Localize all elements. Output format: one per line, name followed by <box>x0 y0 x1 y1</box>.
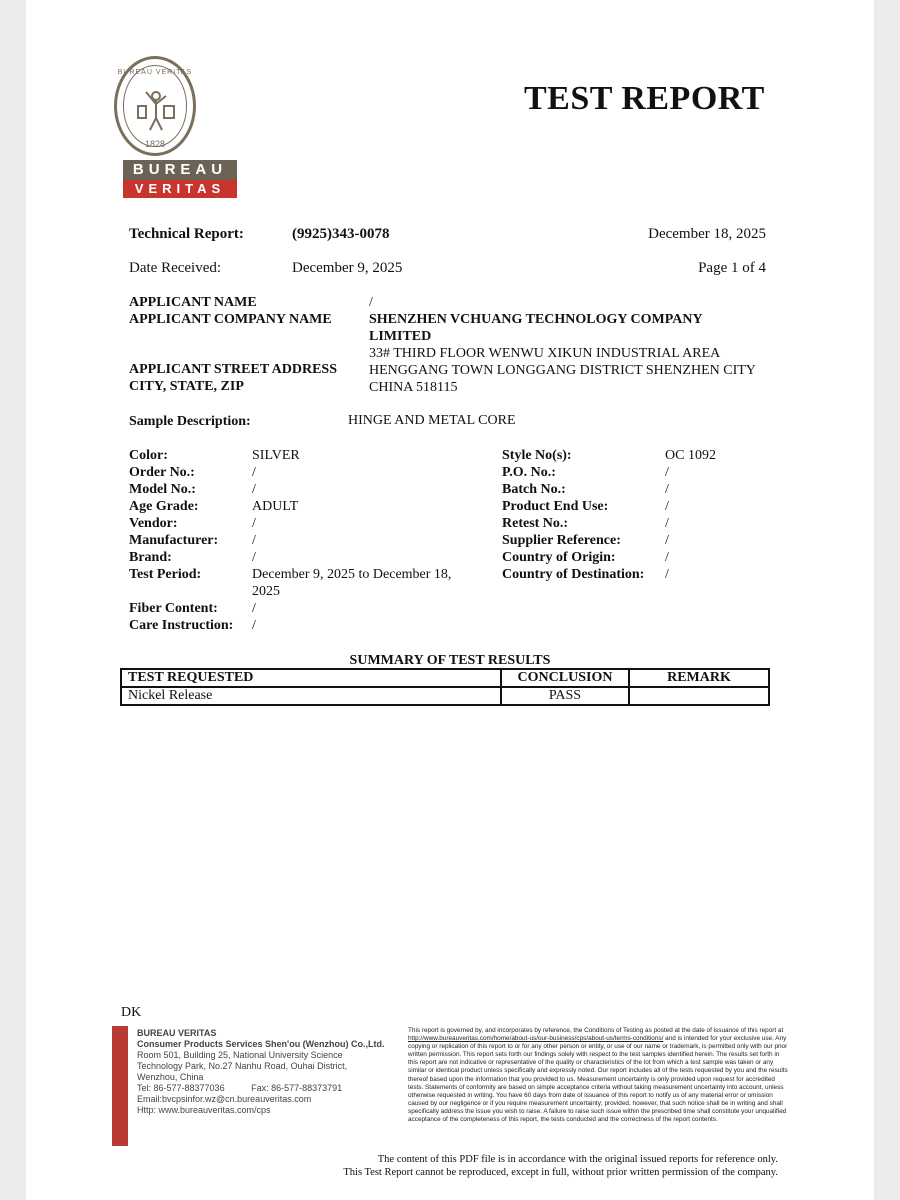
summary-table <box>120 668 770 706</box>
date-received-label: Date Received: <box>129 260 222 276</box>
applicant-company-line1: SHENZHEN VCHUANG TECHNOLOGY COMPANY <box>369 312 703 327</box>
detail-label: Manufacturer: <box>129 533 219 548</box>
summary-title: SUMMARY OF TEST RESULTS <box>349 653 551 668</box>
detail-label: Fiber Content: <box>129 601 218 616</box>
detail-value: / <box>665 550 669 565</box>
seal-arc-text: BUREAU VERITAS <box>117 69 193 76</box>
technical-report-label: Technical Report: <box>129 226 244 242</box>
footer-company-block <box>137 1028 385 1116</box>
detail-value: / <box>665 533 669 548</box>
terms-link[interactable]: http://www.bureauveritas.com/home/about-us/our-business/cps/about-us/terms-conditions/ <box>408 1035 664 1043</box>
footer-division: Consumer Products Services Shen'ou (Wenzhou) Co.,Ltd. <box>137 1039 385 1049</box>
detail-value: / <box>665 482 669 497</box>
footer-accent-bar <box>112 1026 128 1146</box>
footer-address-2: Technology Park, No.27 Nanhu Road, Ouhai District, <box>137 1061 348 1071</box>
legal-text-pre: This report is governed by, and incorporates by reference, the Conditions of Testing as posted at the date of issuance of this report at <box>408 1027 784 1034</box>
detail-label: Batch No.: <box>502 482 566 497</box>
initials: DK <box>121 1005 142 1020</box>
detail-value: / <box>252 533 256 548</box>
applicant-address-line1: 33# THIRD FLOOR WENWU XIKUN INDUSTRIAL AREA <box>369 346 721 361</box>
detail-label: Test Period: <box>129 567 202 582</box>
table-row <box>121 687 769 705</box>
detail-value: OC 1092 <box>665 448 716 463</box>
detail-label: Model No.: <box>129 482 196 497</box>
detail-label: Supplier Reference: <box>502 533 621 548</box>
detail-value: / <box>252 618 256 633</box>
detail-label: Brand: <box>129 550 172 565</box>
detail-value: / <box>665 567 669 582</box>
detail-label: P.O. No.: <box>502 465 556 480</box>
detail-value: / <box>252 465 256 480</box>
applicant-name-value: / <box>369 295 373 310</box>
detail-value: December 9, 2025 to December 18, <box>252 567 452 582</box>
cell-conclusion: PASS <box>501 687 629 705</box>
applicant-city-label: CITY, STATE, ZIP <box>129 379 244 394</box>
detail-label: Age Grade: <box>129 499 199 514</box>
logo-wordmark-line2: VERITAS <box>123 180 237 198</box>
footer-address-1: Room 501, Building 25, National University Science <box>137 1050 343 1060</box>
detail-label: Care Instruction: <box>129 618 234 633</box>
detail-label: Country of Destination: <box>502 567 645 582</box>
legal-text-post: and is intended for your exclusive use. Any copying or replication of this report to or for any other person or entity, or use of our name or trademark, is permitted only with our prior written permission. This report sets forth our findings solely with respect to the test samples identified herein. The results set forth in this report are not indicative or representative of the quality or characteristics of the lot from which a test sample was taken or any similar or identical product unless specifically and expressly noted. Our report includes all of the tests requested by you and the results thereof based upon the information that you provided to us. Measurement uncertainty is only provided upon request for accredited tests. Statements of conformity are based on simple acceptance criteria without taking measurement uncertainty into account, unless otherwise requested in writing. You have 60 days from date of issuance of this report to notify us of any material error or omission caused by our negligence or if you require measurement uncertainty; provided, however, that such notice shall be in writing and shall specifically address the issue you wish to raise. A failure to raise such issue within the prescribed time shall constitute your unqualified acceptance of the completeness of this report, the tests conducted and the correctness of the report contents. <box>408 1035 788 1124</box>
detail-value: / <box>252 550 256 565</box>
detail-label: Order No.: <box>129 465 195 480</box>
applicant-company-label: APPLICANT COMPANY NAME <box>129 312 332 327</box>
detail-label: Color: <box>129 448 168 463</box>
footer-tel: Tel: 86-577-88377036 <box>137 1083 225 1093</box>
detail-value: SILVER <box>252 448 300 463</box>
seal-year: 1828 <box>144 139 166 149</box>
applicant-address-line3: CHINA 518115 <box>369 380 458 395</box>
detail-value: ADULT <box>252 499 299 514</box>
seal-inner-ring <box>123 65 187 147</box>
footer-address-3: Wenzhou, China <box>137 1072 204 1082</box>
cell-test: Nickel Release <box>121 687 501 705</box>
logo-wordmark-line1: BUREAU <box>123 160 237 180</box>
detail-label: Vendor: <box>129 516 178 531</box>
footer-website: Http: www.bureauveritas.com/cps <box>137 1105 271 1115</box>
footer-company-name: BUREAU VERITAS <box>137 1028 217 1038</box>
footer-fax: Fax: 86-577-88373791 <box>251 1083 343 1093</box>
disclaimer-line-2: This Test Report cannot be reproduced, except in full, without prior written permission of the company. <box>343 1167 778 1178</box>
page-number: Page 1 of 4 <box>698 260 766 276</box>
detail-value: / <box>665 499 669 514</box>
report-date: December 18, 2025 <box>648 226 766 242</box>
detail-label: Country of Origin: <box>502 550 616 565</box>
applicant-company-line2: LIMITED <box>369 329 432 344</box>
bureau-veritas-seal-icon <box>114 56 196 156</box>
detail-value: / <box>252 516 256 531</box>
detail-label: Style No(s): <box>502 448 572 463</box>
detail-label: Retest No.: <box>502 516 569 531</box>
technical-report-number: (9925)343-0078 <box>292 226 390 242</box>
disclaimer-line-1: The content of this PDF file is in accordance with the original issued reports for reference only. <box>377 1154 778 1165</box>
col-remark: REMARK <box>629 669 769 687</box>
detail-value: / <box>665 516 669 531</box>
footer-phone-line <box>137 1083 385 1094</box>
footer-legal-text <box>408 1027 788 1124</box>
date-received-value: December 9, 2025 <box>292 260 403 276</box>
detail-value: / <box>252 482 256 497</box>
applicant-name-label: APPLICANT NAME <box>129 295 257 310</box>
sample-description-label: Sample Description: <box>129 414 251 429</box>
detail-value: / <box>665 465 669 480</box>
page-title: TEST REPORT <box>524 80 765 117</box>
detail-value-continued: 2025 <box>252 584 280 599</box>
detail-value: / <box>252 601 256 616</box>
applicant-street-label: APPLICANT STREET ADDRESS <box>129 362 337 377</box>
col-test-requested: TEST REQUESTED <box>121 669 501 687</box>
seal-figure-icon <box>124 66 188 146</box>
detail-label: Product End Use: <box>502 499 609 514</box>
col-conclusion: CONCLUSION <box>501 669 629 687</box>
disclaimer-block <box>343 1153 778 1179</box>
applicant-address-line2: HENGGANG TOWN LONGGANG DISTRICT SHENZHEN CITY <box>369 363 756 378</box>
footer-email: Email:bvcpsinfor.wz@cn.bureauveritas.com <box>137 1094 312 1104</box>
table-header-row <box>121 669 769 687</box>
sample-description-value: HINGE AND METAL CORE <box>348 413 516 428</box>
cell-remark <box>629 687 769 705</box>
